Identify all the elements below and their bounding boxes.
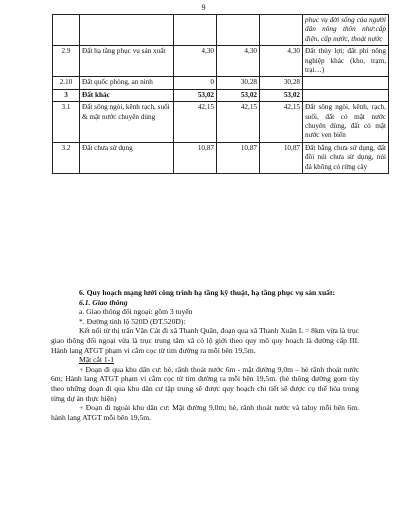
row-number-cell: 2.9 (53, 46, 80, 77)
area-value-cell: 42,15 (217, 102, 260, 143)
cross-section-label: Mặt cắt 1-1 (79, 355, 115, 365)
area-value-cell (217, 15, 260, 46)
paragraph-residential-section: + Đoạn đi qua khu dân cư: hè, rãnh thoát nước 6m - mặt đường 9,0m – hè rãnh thoát nước 6m; Hành lang ATGT phạm vi cắm cọc từ tim đường ra mỗi bên 19,5m. (hè thông đường gom tùy theo những đoạn đi qua khu dân cư tập trung sẽ được quy hoạch chi tiết sẽ được cụ thể hóa trong từng dự án thực hiện) (51, 364, 359, 403)
page-number: 9 (201, 3, 206, 12)
table-row (53, 46, 389, 77)
land-type-cell: Đất khác (80, 89, 174, 101)
land-type-cell: Đất hạ tầng phục vụ sản xuất (80, 46, 174, 77)
area-value-cell: 0 (174, 77, 217, 89)
table-row (53, 15, 389, 46)
note-cell (303, 77, 389, 89)
body-text (51, 288, 359, 422)
note-cell: Đất bằng chưa sử dụng, đất đồi núi chưa sử dụng, núi đá không có rừng cây (303, 142, 389, 173)
area-value-cell: 10,87 (260, 142, 303, 173)
area-value-cell (174, 15, 217, 46)
table-row (53, 142, 389, 173)
section-heading-6: 6. Quy hoạch mạng lưới công trình hạ tầng kỹ thuật, hạ tầng phục vụ sản xuất: (79, 288, 336, 297)
land-use-table (52, 14, 389, 174)
row-number-cell: 3.2 (53, 142, 80, 173)
area-value-cell: 53,02 (217, 89, 260, 101)
area-value-cell: 4,30 (260, 46, 303, 77)
land-type-cell: Đất sông ngòi, kênh rạch, suối & mặt nước chuyên dùng (80, 102, 174, 143)
note-cell: phục vụ đời sống của người dân nông thôn như:cấp điện, cấp nước, thoát nước (303, 15, 389, 46)
area-value-cell: 4,30 (174, 46, 217, 77)
row-number-cell: 2.10 (53, 77, 80, 89)
row-number-cell (53, 15, 80, 46)
land-type-cell: Đất chưa sử dụng (80, 142, 174, 173)
paragraph-external-transport: a. Giao thông đối ngoại: gồm 3 tuyến (79, 307, 193, 317)
row-number-cell: 3.1 (53, 102, 80, 143)
row-number-cell: 3 (53, 89, 80, 101)
area-value-cell: 10,87 (174, 142, 217, 173)
area-value-cell: 30,28 (260, 77, 303, 89)
paragraph-road-description: Kết nối từ thị trấn Vân Cát đi xã Thanh Quân, đoạn qua xã Thanh Xuân L = 8km vừa là trục giao thông đối ngoại vừa là trục trung tâm xã có lộ giới theo quy mô quy hoạch là đường cấp III. Hành lang ATGT phạm vi cắm cọc từ tim đường ra mỗi bên 19,5m. (51, 326, 359, 355)
paragraph-road-520d: *. Đường tỉnh lộ 520D (ĐT.520D): (79, 316, 186, 326)
land-type-cell: Đất quốc phòng, an ninh (80, 77, 174, 89)
paragraph-outside-residential: + Đoạn đi ngoài khu dân cư: Mặt đường 9,0m; hè, rãnh thoát nước và taluy mỗi bên 6m. hành lang ATGT mỗi bên 19,5m. (51, 403, 359, 422)
land-type-cell (80, 15, 174, 46)
area-value-cell: 53,02 (174, 89, 217, 101)
section-heading-6-1: 6.1. Giao thông (79, 297, 128, 307)
area-value-cell: 42,15 (174, 102, 217, 143)
table-row (53, 77, 389, 89)
area-value-cell (260, 15, 303, 46)
area-value-cell: 10,87 (217, 142, 260, 173)
area-value-cell: 4,30 (217, 46, 260, 77)
table-row (53, 89, 389, 101)
area-value-cell: 53,02 (260, 89, 303, 101)
note-cell (303, 89, 389, 101)
area-value-cell: 42,15 (260, 102, 303, 143)
area-value-cell: 30,28 (217, 77, 260, 89)
table-row (53, 102, 389, 143)
note-cell: Đất sông ngòi, kênh, rạch, suối, đất có mặt nước chuyên dùng, đất có mặt nước ven biển (303, 102, 389, 143)
note-cell: Đất thủy lợi; đất phi nông nghiệp khác (kho, trạm, trại…) (303, 46, 389, 77)
